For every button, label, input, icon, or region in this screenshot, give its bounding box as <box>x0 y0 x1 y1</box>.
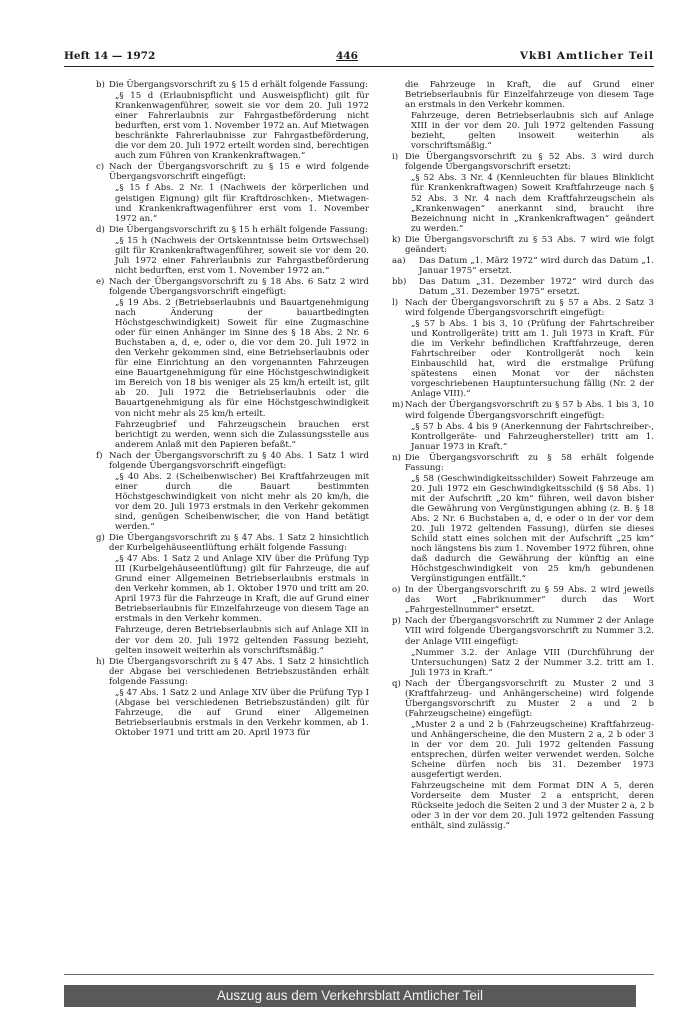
paragraph: die Fahrzeuge in Kraft, die auf Grund einer Betriebserlaubnis für Einzelfahrzeuge von diesem Tage an erstmals in den Verkehr kommen. <box>405 80 654 111</box>
provision-item <box>392 453 654 585</box>
left-column <box>96 80 369 739</box>
paragraph: Die Übergangsvorschrift zu § 15 d erhält folgende Fassung: <box>109 80 369 90</box>
item-label: c) <box>96 162 105 173</box>
item-label: q) <box>392 678 401 689</box>
paragraph: Fahrzeugscheine mit dem Format DIN A 5, deren Vorderseite dem Muster 2 a entspricht, deren Rückseite jedoch die Seiten 2 und 3 der Muster 2 a, 2 b oder 3 in der vor dem 20. Juli 1972 geltenden Fassung enthält, sind zulässig.“ <box>411 781 654 832</box>
provision-item <box>96 162 369 223</box>
footer-rule <box>64 974 654 975</box>
paragraph: Die Übergangsvorschrift zu § 47 Abs. 1 Satz 2 hinsichtlich der Kurbelgehäuseentlüftung erhält folgende Fassung: <box>109 533 369 554</box>
paragraph: „§ 15 f Abs. 2 Nr. 1 (Nachweis der körperlichen und geistigen Eignung) gilt für Kraftdroschken-, Mietwagen- und Krankenkraftwagenführer erst vom 1. November 1972 an.“ <box>115 183 369 224</box>
provision-item <box>96 451 369 532</box>
item-label: f) <box>96 450 103 461</box>
paragraph: „§ 15 d (Erlaubnispflicht und Ausweispflicht) gilt für Krankenwagenführer, soweit sie vor dem 20. Juli 1972 einer Fahrerlaubnis zur Fahrgastbeförderung nicht bedurften, erst vom 1. November 1972 an. Auf Mietwagen beschränkte Fahrerlaubnisse zur Fahrgastbeförderung, die vor dem 20. Juli 1972 erteilt worden sind, berechtigen auch zum Führen von Krankenkraftwagen.“ <box>115 91 369 162</box>
provision-item <box>392 235 654 255</box>
paragraph: Fahrzeugbrief und Fahrzeugschein brauchen erst berichtigt zu werden, wenn sich die Zulassungsstelle aus anderem Anlaß mit den Papieren befaßt.“ <box>115 419 369 450</box>
paragraph: In der Übergangsvorschrift zu § 59 Abs. 2 wird jeweils das Wort „Fabriknummer“ durch das Wort „Fahrgestellnummer“ ersetzt. <box>405 585 654 616</box>
item-label: b) <box>96 80 105 90</box>
provision-item <box>392 616 654 677</box>
page-number: 446 <box>336 50 358 62</box>
provision-item <box>96 533 369 656</box>
paragraph: Nach der Übergangsvorschrift zu § 40 Abs. 1 Satz 1 wird folgende Übergangsvorschrift eingefügt: <box>109 450 369 471</box>
item-label: g) <box>96 533 105 544</box>
paragraph: Die Übergangsvorschrift zu § 15 h erhält folgende Fassung: <box>109 224 369 235</box>
item-label: n) <box>392 452 401 463</box>
item-label: i) <box>392 152 399 163</box>
item-label: d) <box>96 224 105 235</box>
paragraph: „§ 58 (Geschwindigkeitsschilder) Soweit Fahrzeuge am 20. Juli 1972 ein Geschwindigkeitsschild (§ 58 Abs. 1) mit der Aufschrift „20 km“ führen, weil davon bisher die Gewährung von Vergünstigungen abhing (z. B. § 18 Abs. 2 Nr. 6 Buchstaben a, d, e oder o in der vor dem 20. Juli 1972 geltenden Fassung), dürfen sie dieses Schild statt eines solchen mit der Aufschrift „25 km“ noch längstens bis zum 1. November 1972 führen, ohne daß dadurch die Gewährung der künftig an eine Höchstgeschwindigkeit von 25 km/h gebundenen Vergünstigungen entfällt.“ <box>411 473 654 585</box>
page-header <box>64 50 654 64</box>
paragraph: Das Datum „31. Dezember 1972“ wird durch das Datum „31. Dezember 1975“ ersetzt. <box>419 276 654 297</box>
paragraph: „Muster 2 a und 2 b (Fahrzeugscheine) Kraftfahrzeug- und Anhängerscheine, die den Mustern 2 a, 2 b oder 3 in der vor dem 20. Juli 1972 geltenden Fassung entsprechen, dürfen weiter verwendet werden. Solche Scheine dürfen noch bis 31. Dezember 1973 ausgefertigt werden. <box>411 719 654 781</box>
journal-title: VkBl Amtlicher Teil <box>519 50 654 62</box>
paragraph: Nach der Übergangsvorschrift zu § 57 b Abs. 1 bis 3, 10 wird folgende Übergangsvorschrift eingefügt: <box>405 400 654 421</box>
paragraph: „§ 47 Abs. 1 Satz 2 und Anlage XIV über die Prüfung Typ I (Abgase bei verschiedenen Betriebszuständen) gilt für Fahrzeuge, die auf Grund einer Allgemeinen Betriebserlaubnis erstmals in den Verkehr kommen, ab 1. Oktober 1971 und tritt am 20. April 1973 für <box>115 687 369 738</box>
footer-banner: Auszug aus dem Verkehrsblatt Amtlicher Teil <box>64 985 636 1007</box>
paragraph: „§ 47 Abs. 1 Satz 2 und Anlage XIV über die Prüfung Typ III (Kurbelgehäuseentlüftung) gilt für Fahrzeuge, die auf Grund einer Allgemeinen Betriebserlaubnis erstmals in den Verkehr kommen, ab 1. Oktober 1970 und tritt am 20. April 1973 für die Fahrzeuge in Kraft, die auf Grund einer Betriebserlaubnis für Einzelfahrzeuge von diesem Tage an erstmals in den Verkehr kommen. <box>115 554 369 625</box>
provision-item <box>392 585 654 615</box>
item-label: k) <box>392 234 401 245</box>
paragraph: „§ 15 h (Nachweis der Ortskenntnisse beim Ortswechsel) gilt für Krankenkraftwagenführer, soweit sie vor dem 20. Juli 1972 einer Fahrerlaubnis zur Fahrgastbeförderung nicht bedurften, erst vom 1. November 1972 an.“ <box>115 235 369 276</box>
paragraph: Die Übergangsvorschrift zu § 58 erhält folgende Fassung: <box>405 452 654 473</box>
item-label: o) <box>392 585 401 596</box>
paragraph: Nach der Übergangsvorschrift zu Muster 2 und 3 (Kraftfahrzeug- und Anhängerscheine) wird folgende Übergangsvorschrift zu Muster 2 a und 2 b (Fahrzeugscheine) eingefügt: <box>405 678 654 719</box>
item-label: h) <box>96 656 105 667</box>
paragraph: „§ 40 Abs. 2 (Scheibenwischer) Bei Kraftfahrzeugen mit einer durch die Bauart bestimmten Höchstgeschwindigkeit von nicht mehr als 20 km/h, die vor dem 20. Juli 1973 erstmals in den Verkehr gekommen sind, genügen Scheibenwischer, die von Hand betätigt werden.“ <box>115 471 369 533</box>
paragraph: Nach der Übergangsvorschrift zu § 18 Abs. 6 Satz 2 wird folgende Übergangsvorschrift eingefügt: <box>109 276 369 297</box>
paragraph: „§ 57 b Abs. 4 bis 9 (Anerkennung der Fahrtschreiber-, Kontrollgeräte- und Fahrzeughersteller) tritt am 1. Januar 1973 in Kraft.“ <box>411 421 654 452</box>
right-column <box>392 80 654 832</box>
item-label: aa) <box>392 255 406 266</box>
item-label: l) <box>392 297 399 308</box>
item-label: m) <box>392 400 404 411</box>
provision-item <box>96 80 369 161</box>
paragraph: „§ 19 Abs. 2 (Betriebserlaubnis und Bauartgenehmigung nach Änderung der bauartbedingten Höchstgeschwindigkeit) Soweit für eine Zugmaschine oder für einen Anhänger im Sinne des § 18 Abs. 2 Nr. 6 Buchstaben a, d, e, oder o, die vor dem 20. Juli 1972 in den Verkehr gekommen sind, eine Betriebserlaubnis oder für eine Einrichtung an den vorgenannten Fahrzeugen eine Bauartgenehmigung für eine Höchstgeschwindigkeit im Bereich von 18 bis weniger als 25 km/h erteilt ist, gilt ab 20. Juli 1972 die Betriebserlaubnis oder die Bauartgenehmigung als für eine Höchstgeschwindigkeit von nicht mehr als 25 km/h erteilt. <box>115 297 369 419</box>
paragraph: Die Übergangsvorschrift zu § 53 Abs. 7 wird wie folgt geändert: <box>405 234 654 255</box>
paragraph: Nach der Übergangsvorschrift zu Nummer 2 der Anlage VIII wird folgende Übergangsvorschrift zu Nummer 3.2. der Anlage VIII eingefügt: <box>405 616 654 647</box>
provision-item <box>392 400 654 451</box>
provision-item <box>96 657 369 738</box>
paragraph: „§ 57 b Abs. 1 bis 3, 10 (Prüfung der Fahrtschreiber und Kontrollgeräte) tritt am 1. Juli 1973 in Kraft. Für die im Verkehr befindlichen Kraftfahrzeuge, deren Fahrtschreiber oder Kontrollgerät noch kein Einbauschild hat, wird die erstmalige Prüfung spätestens einen Monat vor der nächsten vorgeschriebenen Hauptuntersuchung fällig (Nr. 2 der Anlage VIII).“ <box>411 319 654 400</box>
provision-item <box>392 277 654 297</box>
paragraph: Nach der Übergangsvorschrift zu § 15 e wird folgende Übergangsvorschrift eingefügt: <box>109 162 369 183</box>
item-label: p) <box>392 616 401 627</box>
issue-label: Heft 14 — 1972 <box>64 50 156 62</box>
paragraph: Die Übergangsvorschrift zu § 52 Abs. 3 wird durch folgende Übergangsvorschrift ersetzt: <box>405 152 654 173</box>
paragraph: Fahrzeuge, deren Betriebserlaubnis sich auf Anlage XII in der vor dem 20. Juli 1972 geltenden Fassung bezieht, gelten insoweit weiterhin als vorschriftsmäßig.“ <box>115 625 369 656</box>
item-label: e) <box>96 276 105 287</box>
provision-item <box>392 152 654 233</box>
paragraph: Das Datum „1. März 1972“ wird durch das Datum „1. Januar 1975“ ersetzt. <box>419 255 654 276</box>
provision-item <box>392 679 654 832</box>
item-label: bb) <box>392 276 407 287</box>
provision-item <box>392 298 654 399</box>
provision-item <box>96 225 369 276</box>
continued-text <box>392 80 654 151</box>
header-rule <box>64 66 654 67</box>
provision-item <box>96 277 369 450</box>
paragraph: „§ 52 Abs. 3 Nr. 4 (Kennleuchten für blaues Blinklicht für Krankenkraftwagen) Soweit Kraftfahrzeuge nach § 52 Abs. 3 Nr. 4 nach dem Kraftfahrzeugschein als „Krankenwagen“ anerkannt sind, braucht ihre Bezeichnung nicht in „Krankenkraftwagen“ geändert zu werden.“ <box>411 173 654 234</box>
paragraph: Nach der Übergangsvorschrift zu § 57 a Abs. 2 Satz 3 wird folgende Übergangsvorschrift eingefügt: <box>405 297 654 319</box>
provision-item <box>392 256 654 276</box>
paragraph: Fahrzeuge, deren Betriebserlaubnis sich auf Anlage XIII in der vor dem 20. Juli 1972 geltenden Fassung bezieht, gelten insoweit weiterhin als vorschriftsmäßig.“ <box>411 111 654 152</box>
paragraph: Die Übergangsvorschrift zu § 47 Abs. 1 Satz 2 hinsichtlich der Abgase bei verschiedenen Betriebszuständen erhält folgende Fassung: <box>109 656 369 687</box>
paragraph: „Nummer 3.2. der Anlage VIII (Durchführung der Untersuchungen) Satz 2 der Nummer 3.2. tritt am 1. Juli 1973 in Kraft.“ <box>411 647 654 678</box>
